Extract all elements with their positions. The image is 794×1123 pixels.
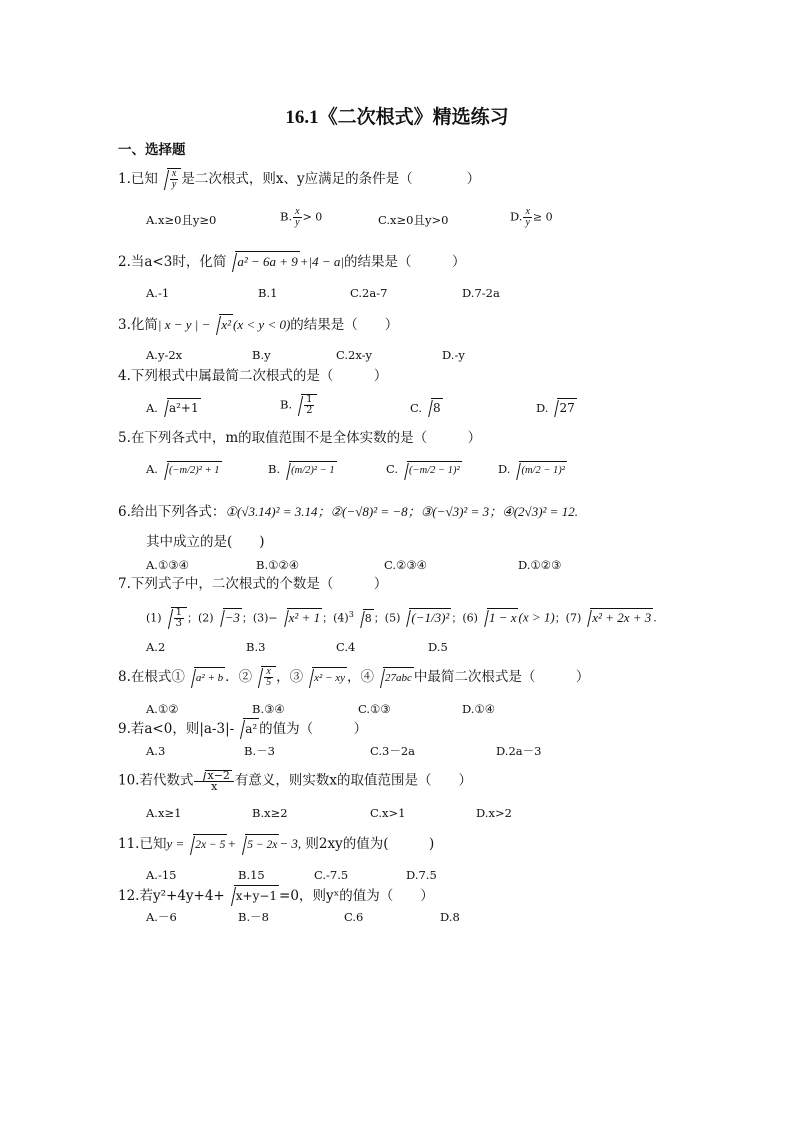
q4-option-b[interactable]: B. $\frac{1}{2}$ — [280, 394, 317, 416]
q1-option-d[interactable]: D. $\frac{x}{y}$ ≥ 0 — [510, 206, 553, 228]
q2-option-a[interactable]: A.-1 — [146, 286, 170, 300]
q8-option-c[interactable]: C.①③ — [358, 702, 391, 716]
q4-option-a[interactable]: A. a²+1 — [146, 398, 201, 417]
q2-radical: a² − 6a + 9 — [227, 251, 299, 272]
q12-option-d[interactable]: D.8 — [440, 910, 460, 924]
q1-option-a[interactable]: A.x≥0且y≥0 — [146, 213, 217, 227]
q8-option-a[interactable]: A.①② — [146, 702, 179, 716]
q2-option-c[interactable]: C.2a-7 — [350, 286, 388, 300]
question-3: 3.化简| x − y | − x² (x < y < 0)的结果是（ ） — [118, 314, 398, 335]
q1-option-b[interactable]: B. $\frac{x}{y}$ > 0 — [280, 206, 323, 228]
q5-option-d[interactable]: D. (m/2 − 1)² — [498, 460, 567, 480]
q1-option-c[interactable]: C.x≥0且y>0 — [378, 213, 449, 227]
q3-option-b[interactable]: B.y — [252, 348, 271, 362]
q8-option-d[interactable]: D.①④ — [462, 702, 496, 716]
q6-expr-4: ④(2√3)² = 12. — [502, 504, 578, 519]
q3-option-d[interactable]: D.-y — [442, 348, 465, 362]
question-11: 11.已知y = 2x − 5 + 5 − 2x − 3, 则2xy的值为( ) — [118, 834, 434, 855]
q1-radical: $\frac{x}{y}$ — [159, 168, 181, 190]
question-6-line-2: 其中成立的是( ) — [146, 534, 265, 550]
question-6: 6.给出下列各式：①(√3.14)² = 3.14；②(−√8)² = −8；③(−√3)² = 3；④(2√3)² = 12. — [118, 504, 578, 520]
q2-option-d[interactable]: D.7-2a — [462, 286, 500, 300]
q8-option-b[interactable]: B.③④ — [252, 702, 285, 716]
q10-option-a[interactable]: A.x≥1 — [146, 806, 182, 820]
q9-option-b[interactable]: B.－3 — [244, 744, 275, 758]
q10-option-b[interactable]: B.x≥2 — [252, 806, 288, 820]
q1-suffix: 是二次根式，则x、y应满足的条件是（ ） — [181, 171, 481, 187]
q6-option-a[interactable]: A.①③④ — [146, 558, 189, 572]
q12-option-b[interactable]: B.－8 — [238, 910, 269, 924]
q9-option-a[interactable]: A.3 — [146, 744, 166, 758]
q9-option-c[interactable]: C.3－2a — [370, 744, 416, 758]
q10-option-c[interactable]: C.x>1 — [370, 806, 406, 820]
q6-option-b[interactable]: B.①②④ — [256, 558, 300, 572]
q10-option-d[interactable]: D.x>2 — [476, 806, 512, 820]
q5-option-c[interactable]: C. (−m/2 − 1)² — [386, 460, 462, 480]
question-1 — [118, 168, 480, 190]
q11-option-a[interactable]: A.-15 — [146, 868, 177, 882]
q12-option-c[interactable]: C.6 — [344, 910, 364, 924]
q6-option-c[interactable]: C.②③④ — [384, 558, 427, 572]
section-heading: 一、选择题 — [118, 142, 186, 158]
q2-option-b[interactable]: B.1 — [258, 286, 278, 300]
q7-option-c[interactable]: C.4 — [336, 640, 356, 654]
question-2: 2.当a<3时，化简 a² − 6a + 9 +|4 − a|的结果是（ ） — [118, 251, 466, 272]
q4-option-d[interactable]: D. 27 — [536, 398, 577, 417]
q7-expressions: (1) $\frac{1}{3}$ ；(2) −3 ；(3)− x² + 1 ；$(4)^3$ 8 ；(5) (−1/3)² ；(6) 1 − x (x > 1)；(7) x² + 2x + 3 . — [146, 607, 657, 630]
q11-option-b[interactable]: B.15 — [238, 868, 265, 882]
q5-option-b[interactable]: B. (m/2)² − 1 — [268, 460, 337, 480]
question-12: 12.若y²+4y+4+ x+y−1 =0，则yˣ的值为（ ） — [118, 885, 434, 906]
q7-option-a[interactable]: A.2 — [146, 640, 166, 654]
q11-option-d[interactable]: D.7.5 — [406, 868, 437, 882]
question-8: 8.在根式① a² + b ．② $\frac{x}{5}$ ，③ x² − xy ，④ 27abc 中最简二次根式是（ ） — [118, 666, 590, 688]
q6-option-d[interactable]: D.①②③ — [518, 558, 562, 572]
question-4: 4.下列根式中属最简二次根式的是（ ） — [118, 368, 388, 384]
q1-prefix: 1.已知 — [118, 171, 158, 187]
question-5: 5.在下列各式中，m的取值范围不是全体实数的是（ ） — [118, 430, 482, 446]
q6-expr-1: ①(√3.14)² = 3.14； — [225, 504, 331, 519]
q12-option-a[interactable]: A.－6 — [146, 910, 177, 924]
q3-radical: x² — [211, 314, 233, 335]
q6-expr-2: ②(−√8)² = −8； — [330, 504, 421, 519]
q11-option-c[interactable]: C.-7.5 — [314, 868, 349, 882]
q6-expr-3: ③(−√3)² = 3； — [420, 504, 503, 519]
page-title: 16.1《二次根式》精选练习 — [285, 107, 509, 128]
question-7: 7.下列式子中，二次根式的个数是（ ） — [118, 576, 388, 592]
q3-option-a[interactable]: A.y-2x — [146, 348, 183, 362]
q3-option-c[interactable]: C.2x-y — [336, 348, 373, 362]
q7-option-b[interactable]: B.3 — [246, 640, 266, 654]
question-9: 9.若a<0，则|a-3|- a² 的值为（ ） — [118, 718, 367, 739]
q7-option-d[interactable]: D.5 — [428, 640, 448, 654]
q9-option-d[interactable]: D.2a－3 — [496, 744, 542, 758]
q4-option-c[interactable]: C. 8 — [410, 398, 443, 417]
q5-option-a[interactable]: A. (−m/2)² + 1 — [146, 460, 222, 480]
question-10: 10.若代数式 $\frac{x-2}{x}$ 有意义，则实数x的取值范围是（ ） — [118, 769, 473, 793]
